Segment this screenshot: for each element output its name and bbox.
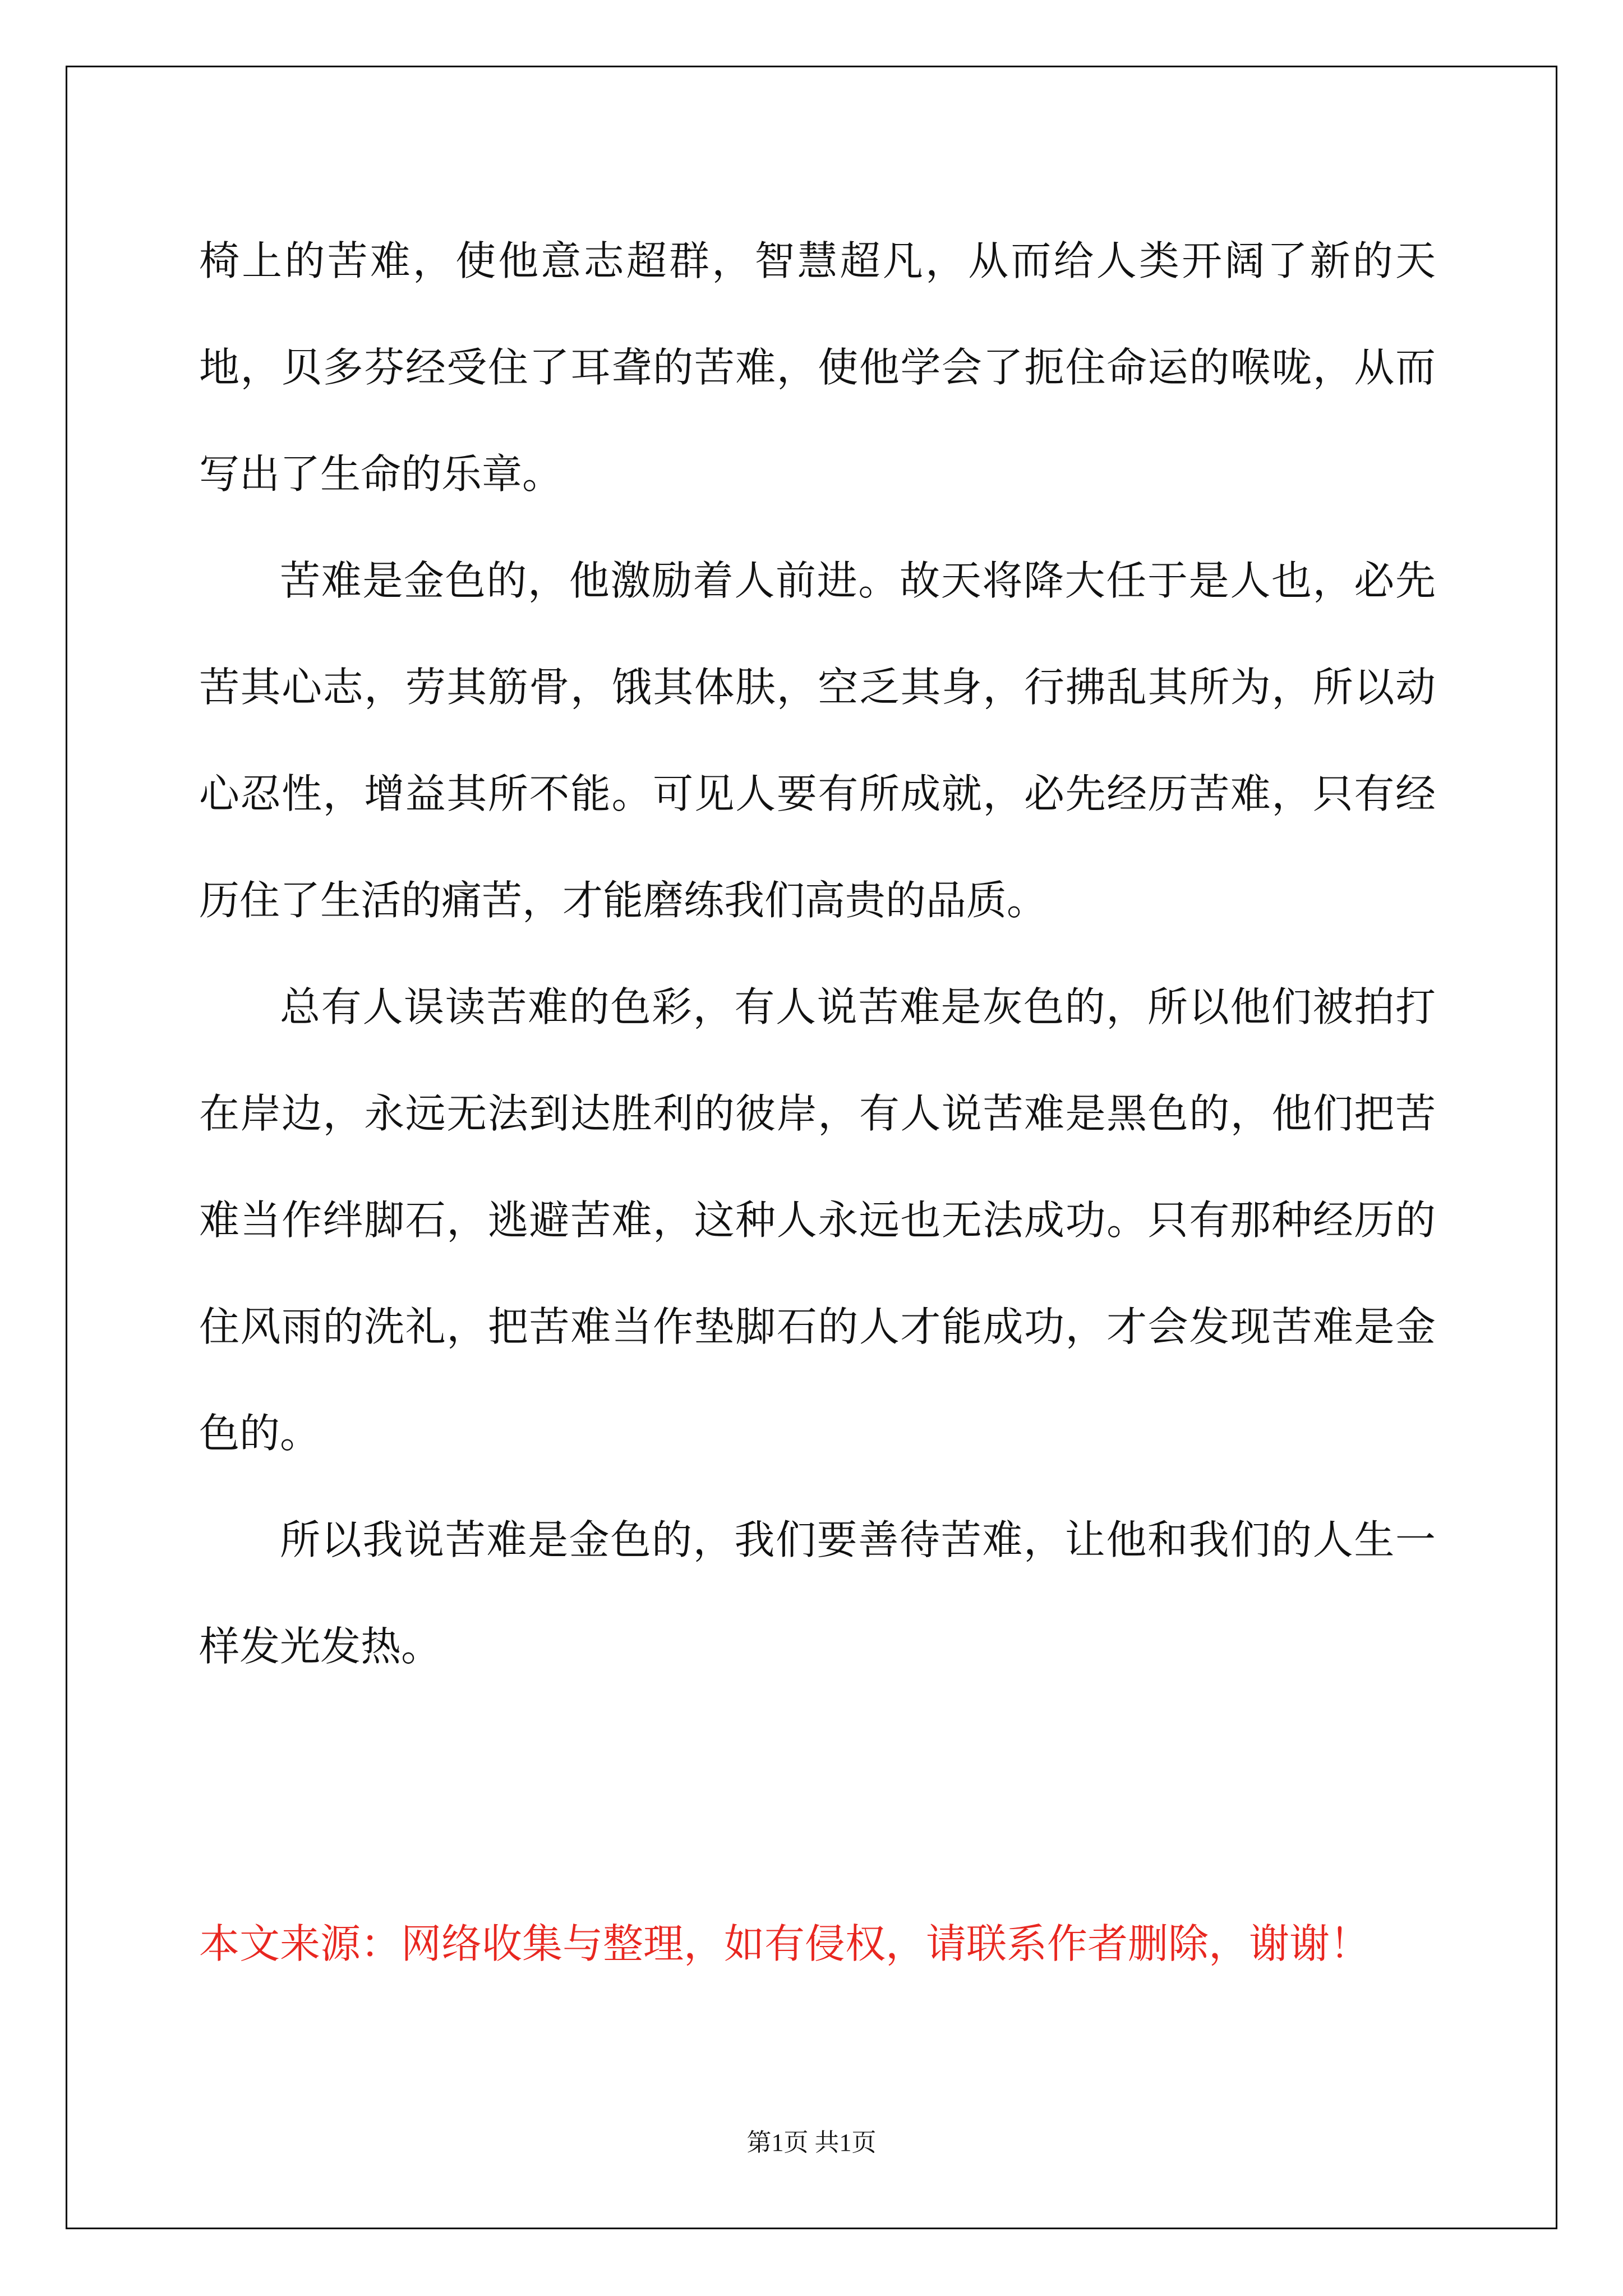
page-number: 第1页 共1页 bbox=[746, 2129, 877, 2156]
paragraph-1: 椅上的苦难，使他意志超群，智慧超凡，从而给人类开阔了新的天地，贝多芬经受住了耳聋的苦难，使他学会了扼住命运的喉咙，从而写出了生命的乐章。 bbox=[199, 237, 1436, 498]
document-body bbox=[199, 208, 1436, 1700]
paragraph-3: 总有人误读苦难的色彩，有人说苦难是灰色的，所以他们被拍打在岸边，永远无法到达胜利的彼岸，有人说苦难是黑色的，他们把苦难当作绊脚石，逃避苦难，这种人永远也无法成功。只有那种经历的住风雨的洗礼，把苦难当作垫脚石的人才能成功，才会发现苦难是金色的。 bbox=[199, 983, 1436, 1457]
paragraph-2: 苦难是金色的，他激励着人前进。故天将降大任于是人也，必先苦其心志，劳其筋骨，饿其体肤，空乏其身，行拂乱其所为，所以动心忍性，增益其所不能。可见人要有所成就，必先经历苦难，只有经历住了生活的痛苦，才能磨练我们高贵的品质。 bbox=[199, 557, 1436, 924]
source-note: 本文来源：网络收集与整理，如有侵权，请联系作者删除，谢谢！ bbox=[199, 1920, 1371, 1967]
paragraph-4: 所以我说苦难是金色的，我们要善待苦难，让他和我们的人生一样发光发热。 bbox=[199, 1516, 1436, 1670]
